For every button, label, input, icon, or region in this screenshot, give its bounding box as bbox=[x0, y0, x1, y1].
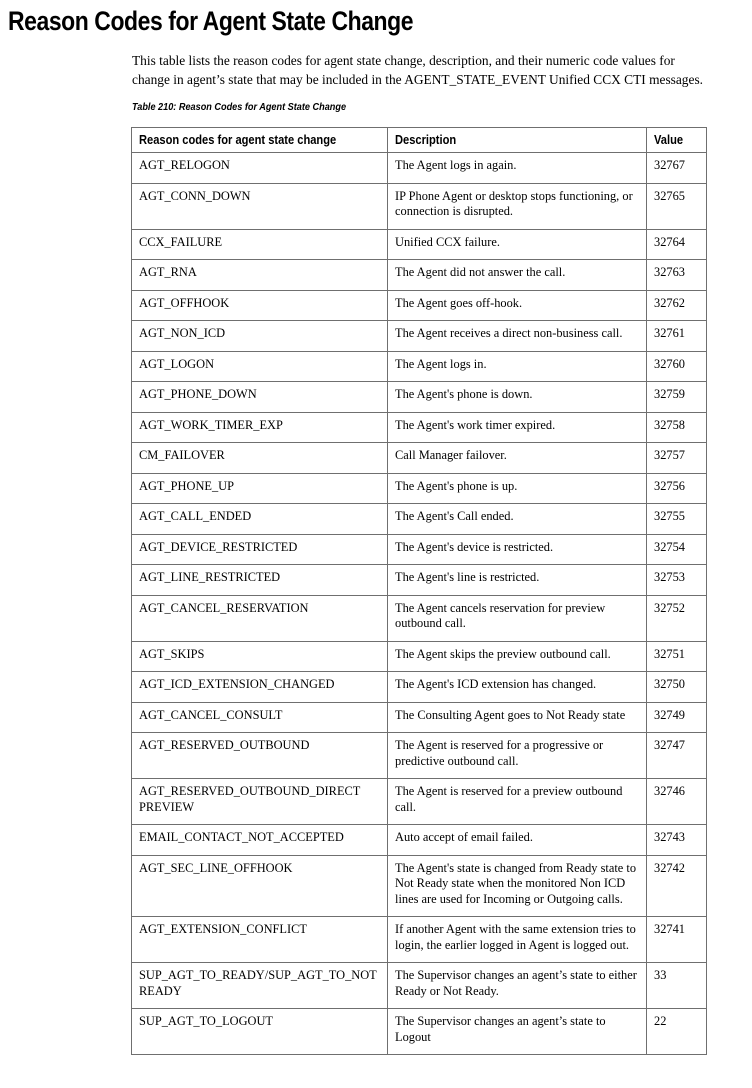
value-cell: 32758 bbox=[647, 412, 707, 443]
table-row bbox=[132, 595, 707, 641]
description-cell: Call Manager failover. bbox=[388, 443, 647, 474]
value-cell: 32765 bbox=[647, 183, 707, 229]
value-cell: 32756 bbox=[647, 473, 707, 504]
description-cell: IP Phone Agent or desktop stops functioning, or connection is disrupted. bbox=[388, 183, 647, 229]
reason-code-cell: AGT_CANCEL_CONSULT bbox=[132, 702, 388, 733]
table-row bbox=[132, 1009, 707, 1055]
reason-code-cell: AGT_SKIPS bbox=[132, 641, 388, 672]
description-cell: Auto accept of email failed. bbox=[388, 825, 647, 856]
description-cell: The Agent logs in. bbox=[388, 351, 647, 382]
value-cell: 32752 bbox=[647, 595, 707, 641]
reason-code-cell: AGT_RNA bbox=[132, 260, 388, 291]
table-row bbox=[132, 855, 707, 917]
value-cell: 32747 bbox=[647, 733, 707, 779]
column-header-description-label: Description bbox=[395, 133, 457, 147]
description-cell: The Supervisor changes an agent’s state to Logout bbox=[388, 1009, 647, 1055]
table-row bbox=[132, 534, 707, 565]
description-cell: The Consulting Agent goes to Not Ready state bbox=[388, 702, 647, 733]
table-row bbox=[132, 917, 707, 963]
page-title: Reason Codes for Agent State Change bbox=[8, 6, 414, 36]
intro-paragraph: This table lists the reason codes for agent state change, description, and their numeric code values for change in agent’s state that may be included in the AGENT_STATE_EVENT Unified CCX CTI messages. bbox=[132, 53, 704, 87]
description-cell: The Agent's line is restricted. bbox=[388, 565, 647, 596]
reason-code-cell: AGT_DEVICE_RESTRICTED bbox=[132, 534, 388, 565]
table-row bbox=[132, 382, 707, 413]
reason-code-cell: EMAIL_CONTACT_NOT_ACCEPTED bbox=[132, 825, 388, 856]
description-cell: The Agent's ICD extension has changed. bbox=[388, 672, 647, 703]
column-header-reason-codes bbox=[132, 128, 388, 153]
value-cell: 33 bbox=[647, 963, 707, 1009]
reason-code-cell: AGT_ICD_EXTENSION_CHANGED bbox=[132, 672, 388, 703]
description-cell: Unified CCX failure. bbox=[388, 229, 647, 260]
reason-code-cell: AGT_LINE_RESTRICTED bbox=[132, 565, 388, 596]
value-cell: 32759 bbox=[647, 382, 707, 413]
description-cell: The Agent's state is changed from Ready state to Not Ready state when the monitored Non ICD lines are used for Incoming or Outgoing calls. bbox=[388, 855, 647, 917]
description-cell: The Agent did not answer the call. bbox=[388, 260, 647, 291]
column-header-value-label: Value bbox=[654, 133, 684, 147]
description-cell: The Agent's work timer expired. bbox=[388, 412, 647, 443]
table-row bbox=[132, 153, 707, 184]
reason-codes-table bbox=[131, 127, 707, 1055]
table-row bbox=[132, 702, 707, 733]
value-cell: 32754 bbox=[647, 534, 707, 565]
value-cell: 32749 bbox=[647, 702, 707, 733]
reason-code-cell: SUP_AGT_TO_LOGOUT bbox=[132, 1009, 388, 1055]
value-cell: 32743 bbox=[647, 825, 707, 856]
value-cell: 32750 bbox=[647, 672, 707, 703]
reason-code-cell: AGT_PHONE_DOWN bbox=[132, 382, 388, 413]
table-row bbox=[132, 321, 707, 352]
table-row bbox=[132, 825, 707, 856]
description-cell: The Agent is reserved for a preview outbound call. bbox=[388, 779, 647, 825]
description-cell: The Agent's device is restricted. bbox=[388, 534, 647, 565]
table-row bbox=[132, 443, 707, 474]
value-cell: 32751 bbox=[647, 641, 707, 672]
table-row bbox=[132, 641, 707, 672]
value-cell: 32763 bbox=[647, 260, 707, 291]
reason-code-cell: AGT_SEC_LINE_OFFHOOK bbox=[132, 855, 388, 917]
table-row bbox=[132, 779, 707, 825]
reason-code-cell: CM_FAILOVER bbox=[132, 443, 388, 474]
value-cell: 32762 bbox=[647, 290, 707, 321]
table-body bbox=[132, 153, 707, 1055]
description-cell: The Agent skips the preview outbound call. bbox=[388, 641, 647, 672]
table-row bbox=[132, 963, 707, 1009]
table-row bbox=[132, 733, 707, 779]
description-cell: The Agent receives a direct non-business call. bbox=[388, 321, 647, 352]
description-cell: If another Agent with the same extension tries to login, the earlier logged in Agent is logged out. bbox=[388, 917, 647, 963]
reason-code-cell: AGT_OFFHOOK bbox=[132, 290, 388, 321]
description-cell: The Supervisor changes an agent’s state to either Ready or Not Ready. bbox=[388, 963, 647, 1009]
value-cell: 32757 bbox=[647, 443, 707, 474]
table-row bbox=[132, 504, 707, 535]
value-cell: 32764 bbox=[647, 229, 707, 260]
description-cell: The Agent logs in again. bbox=[388, 153, 647, 184]
description-cell: The Agent cancels reservation for preview outbound call. bbox=[388, 595, 647, 641]
table-row bbox=[132, 260, 707, 291]
reason-code-cell: AGT_EXTENSION_CONFLICT bbox=[132, 917, 388, 963]
value-cell: 32741 bbox=[647, 917, 707, 963]
column-header-description bbox=[388, 128, 647, 153]
table-row bbox=[132, 351, 707, 382]
table-row bbox=[132, 473, 707, 504]
table-row bbox=[132, 412, 707, 443]
reason-code-cell: AGT_LOGON bbox=[132, 351, 388, 382]
description-cell: The Agent's Call ended. bbox=[388, 504, 647, 535]
table-caption: Table 210: Reason Codes for Agent State Change bbox=[132, 101, 347, 113]
reason-code-cell: AGT_RESERVED_OUTBOUND bbox=[132, 733, 388, 779]
value-cell: 32753 bbox=[647, 565, 707, 596]
description-cell: The Agent's phone is up. bbox=[388, 473, 647, 504]
column-header-reason-codes-label: Reason codes for agent state change bbox=[139, 133, 337, 147]
reason-code-cell: AGT_CANCEL_RESERVATION bbox=[132, 595, 388, 641]
value-cell: 32742 bbox=[647, 855, 707, 917]
reason-code-cell: AGT_RESERVED_OUTBOUND_DIRECT PREVIEW bbox=[132, 779, 388, 825]
reason-code-cell: AGT_CONN_DOWN bbox=[132, 183, 388, 229]
column-header-value bbox=[647, 128, 707, 153]
value-cell: 32761 bbox=[647, 321, 707, 352]
reason-code-cell: CCX_FAILURE bbox=[132, 229, 388, 260]
reason-code-cell: AGT_WORK_TIMER_EXP bbox=[132, 412, 388, 443]
value-cell: 32746 bbox=[647, 779, 707, 825]
reason-code-cell: SUP_AGT_TO_READY/SUP_AGT_TO_NOT READY bbox=[132, 963, 388, 1009]
reason-code-cell: AGT_PHONE_UP bbox=[132, 473, 388, 504]
table-row bbox=[132, 290, 707, 321]
table-row bbox=[132, 229, 707, 260]
table-row bbox=[132, 672, 707, 703]
reason-code-cell: AGT_RELOGON bbox=[132, 153, 388, 184]
value-cell: 22 bbox=[647, 1009, 707, 1055]
reason-code-cell: AGT_NON_ICD bbox=[132, 321, 388, 352]
description-cell: The Agent goes off-hook. bbox=[388, 290, 647, 321]
table-row bbox=[132, 183, 707, 229]
value-cell: 32755 bbox=[647, 504, 707, 535]
table-header-row bbox=[132, 128, 707, 153]
value-cell: 32760 bbox=[647, 351, 707, 382]
table-row bbox=[132, 565, 707, 596]
reason-code-cell: AGT_CALL_ENDED bbox=[132, 504, 388, 535]
description-cell: The Agent is reserved for a progressive or predictive outbound call. bbox=[388, 733, 647, 779]
description-cell: The Agent's phone is down. bbox=[388, 382, 647, 413]
value-cell: 32767 bbox=[647, 153, 707, 184]
